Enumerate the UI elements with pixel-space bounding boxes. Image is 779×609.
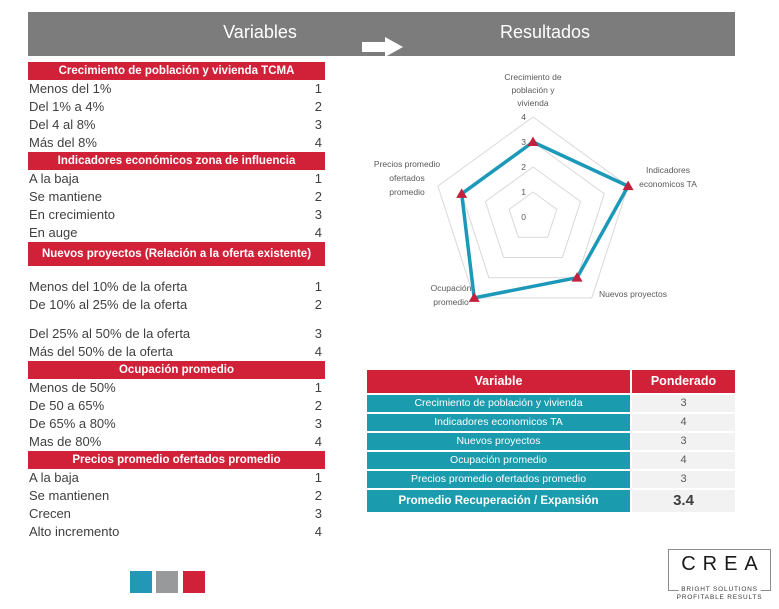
radar-label: Indicadores [646, 165, 690, 175]
option-value: 2 [314, 99, 322, 114]
summary-ponderado-cell: 3.4 [632, 490, 735, 512]
option-value: 3 [314, 207, 322, 222]
option-value: 2 [314, 189, 322, 204]
option-label: De 10% al 25% de la oferta [29, 297, 188, 312]
crea-logo-text: CREA [681, 553, 765, 575]
option-row [28, 80, 325, 98]
option-row [28, 98, 325, 116]
option-label: Menos del 1% [29, 81, 112, 96]
option-row [28, 397, 325, 415]
radar-label: Nuevos proyectos [598, 289, 668, 299]
option-value: 2 [314, 398, 322, 413]
section-header: Ocupación promedio [28, 361, 325, 379]
section-header: Indicadores económicos zona de influencia [28, 152, 325, 170]
option-row [28, 134, 325, 152]
option-row [28, 433, 325, 451]
table-header-variable: Variable [367, 370, 630, 393]
radar-label: economicos TA [639, 179, 697, 189]
option-value: 4 [314, 344, 322, 359]
option-row [28, 487, 325, 505]
radar-grid-ring [509, 192, 557, 237]
table-header-ponderado: Ponderado [632, 370, 735, 393]
option-label: A la baja [29, 470, 79, 485]
legend-square-gray [156, 571, 178, 593]
option-label: En auge [29, 225, 78, 240]
variables-title: Variables [223, 22, 297, 42]
option-row [28, 505, 325, 523]
ponderado-cell: 4 [632, 452, 735, 469]
radar-label: promedio [389, 187, 425, 197]
summary-variable-cell: Promedio Recuperación / Expansión [367, 490, 630, 512]
radar-grid-ring [485, 167, 580, 258]
option-row [28, 170, 325, 188]
row-spacer [28, 266, 325, 278]
option-value: 1 [314, 171, 322, 186]
option-value: 1 [314, 380, 322, 395]
radar-label: 4 [521, 112, 526, 122]
ponderado-cell: 3 [632, 395, 735, 412]
resultados-title: Resultados [499, 22, 591, 42]
option-row [28, 343, 325, 361]
radar-label: ofertados [389, 173, 425, 183]
option-label: Más del 8% [29, 135, 97, 150]
radar-label: 2 [521, 162, 526, 172]
right-arrow-icon [362, 37, 404, 57]
option-row [28, 188, 325, 206]
radar-label: Precios promedio [373, 159, 441, 169]
ponderado-cell: 3 [632, 471, 735, 488]
ponderado-cell: 4 [632, 414, 735, 431]
option-label: Mas de 80% [29, 434, 102, 449]
radar-label: Ocupación [430, 283, 472, 293]
radar-chart-svg [360, 60, 705, 315]
option-label: Menos de 50% [29, 380, 116, 395]
section-header: Crecimiento de población y vivienda TCMA [28, 62, 325, 80]
option-row [28, 206, 325, 224]
option-row [28, 379, 325, 397]
radar-label: vivienda [517, 98, 549, 108]
option-value: 3 [314, 326, 322, 341]
option-value: 1 [314, 81, 322, 96]
row-spacer [28, 314, 325, 325]
option-label: Del 25% al 50% de la oferta [29, 326, 191, 341]
option-value: 1 [314, 470, 322, 485]
option-label: Alto incremento [29, 524, 120, 539]
radar-label: 1 [521, 187, 526, 197]
results-table [367, 370, 735, 514]
option-value: 3 [314, 506, 322, 521]
table-row [367, 471, 735, 488]
ponderado-cell: 3 [632, 433, 735, 450]
option-value: 1 [314, 279, 322, 294]
option-row [28, 325, 325, 343]
option-label: En crecimiento [29, 207, 115, 222]
radar-series-line [462, 142, 628, 298]
variable-cell: Crecimiento de población y vivienda [367, 395, 630, 412]
option-row [28, 116, 325, 134]
option-value: 2 [314, 297, 322, 312]
option-row [28, 278, 325, 296]
option-row [28, 415, 325, 433]
radar-label: 3 [521, 137, 526, 147]
option-label: Crecen [29, 506, 71, 521]
table-row [367, 395, 735, 412]
section-header: Nuevos proyectos (Relación a la oferta existente) [28, 242, 325, 266]
option-label: Se mantienen [29, 488, 110, 503]
option-row [28, 523, 325, 541]
legend-square-teal [130, 571, 152, 593]
option-value: 4 [314, 225, 322, 240]
radar-label: 0 [521, 212, 526, 222]
table-body [367, 395, 735, 488]
table-header-row [367, 370, 735, 393]
radar-label: población y [511, 85, 555, 95]
radar-marker [528, 137, 539, 147]
crea-tagline-1: BRIGHT SOLUTIONS [678, 586, 761, 593]
table-row [367, 433, 735, 450]
option-value: 4 [314, 135, 322, 150]
table-row [367, 414, 735, 431]
option-value: 4 [314, 434, 322, 449]
option-label: Se mantiene [29, 189, 102, 204]
radar-label: promedio [433, 297, 469, 307]
option-value: 4 [314, 524, 322, 539]
crea-logo [668, 549, 771, 601]
legend-square-red [183, 571, 205, 593]
section-header: Precios promedio ofertados promedio [28, 451, 325, 469]
option-row [28, 296, 325, 314]
radar-chart [360, 60, 705, 320]
variables-panel [28, 62, 325, 541]
header-bar [28, 12, 735, 56]
option-label: Menos del 10% de la oferta [29, 279, 188, 294]
option-label: De 65% a 80% [29, 416, 116, 431]
option-label: Del 1% a 4% [29, 99, 105, 114]
option-value: 3 [314, 416, 322, 431]
table-summary-row [367, 490, 735, 512]
radar-label: Crecimiento de [504, 72, 562, 82]
variable-cell: Ocupación promedio [367, 452, 630, 469]
option-row [28, 469, 325, 487]
option-label: Más del 50% de la oferta [29, 344, 173, 359]
option-value: 3 [314, 117, 322, 132]
option-label: De 50 a 65% [29, 398, 105, 413]
table-row [367, 452, 735, 469]
variable-cell: Nuevos proyectos [367, 433, 630, 450]
option-row [28, 224, 325, 242]
option-label: Del 4 al 8% [29, 117, 96, 132]
variable-cell: Precios promedio ofertados promedio [367, 471, 630, 488]
option-label: A la baja [29, 171, 79, 186]
variable-cell: Indicadores economicos TA [367, 414, 630, 431]
option-value: 2 [314, 488, 322, 503]
crea-tagline-2: PROFITABLE RESULTS [674, 594, 766, 601]
